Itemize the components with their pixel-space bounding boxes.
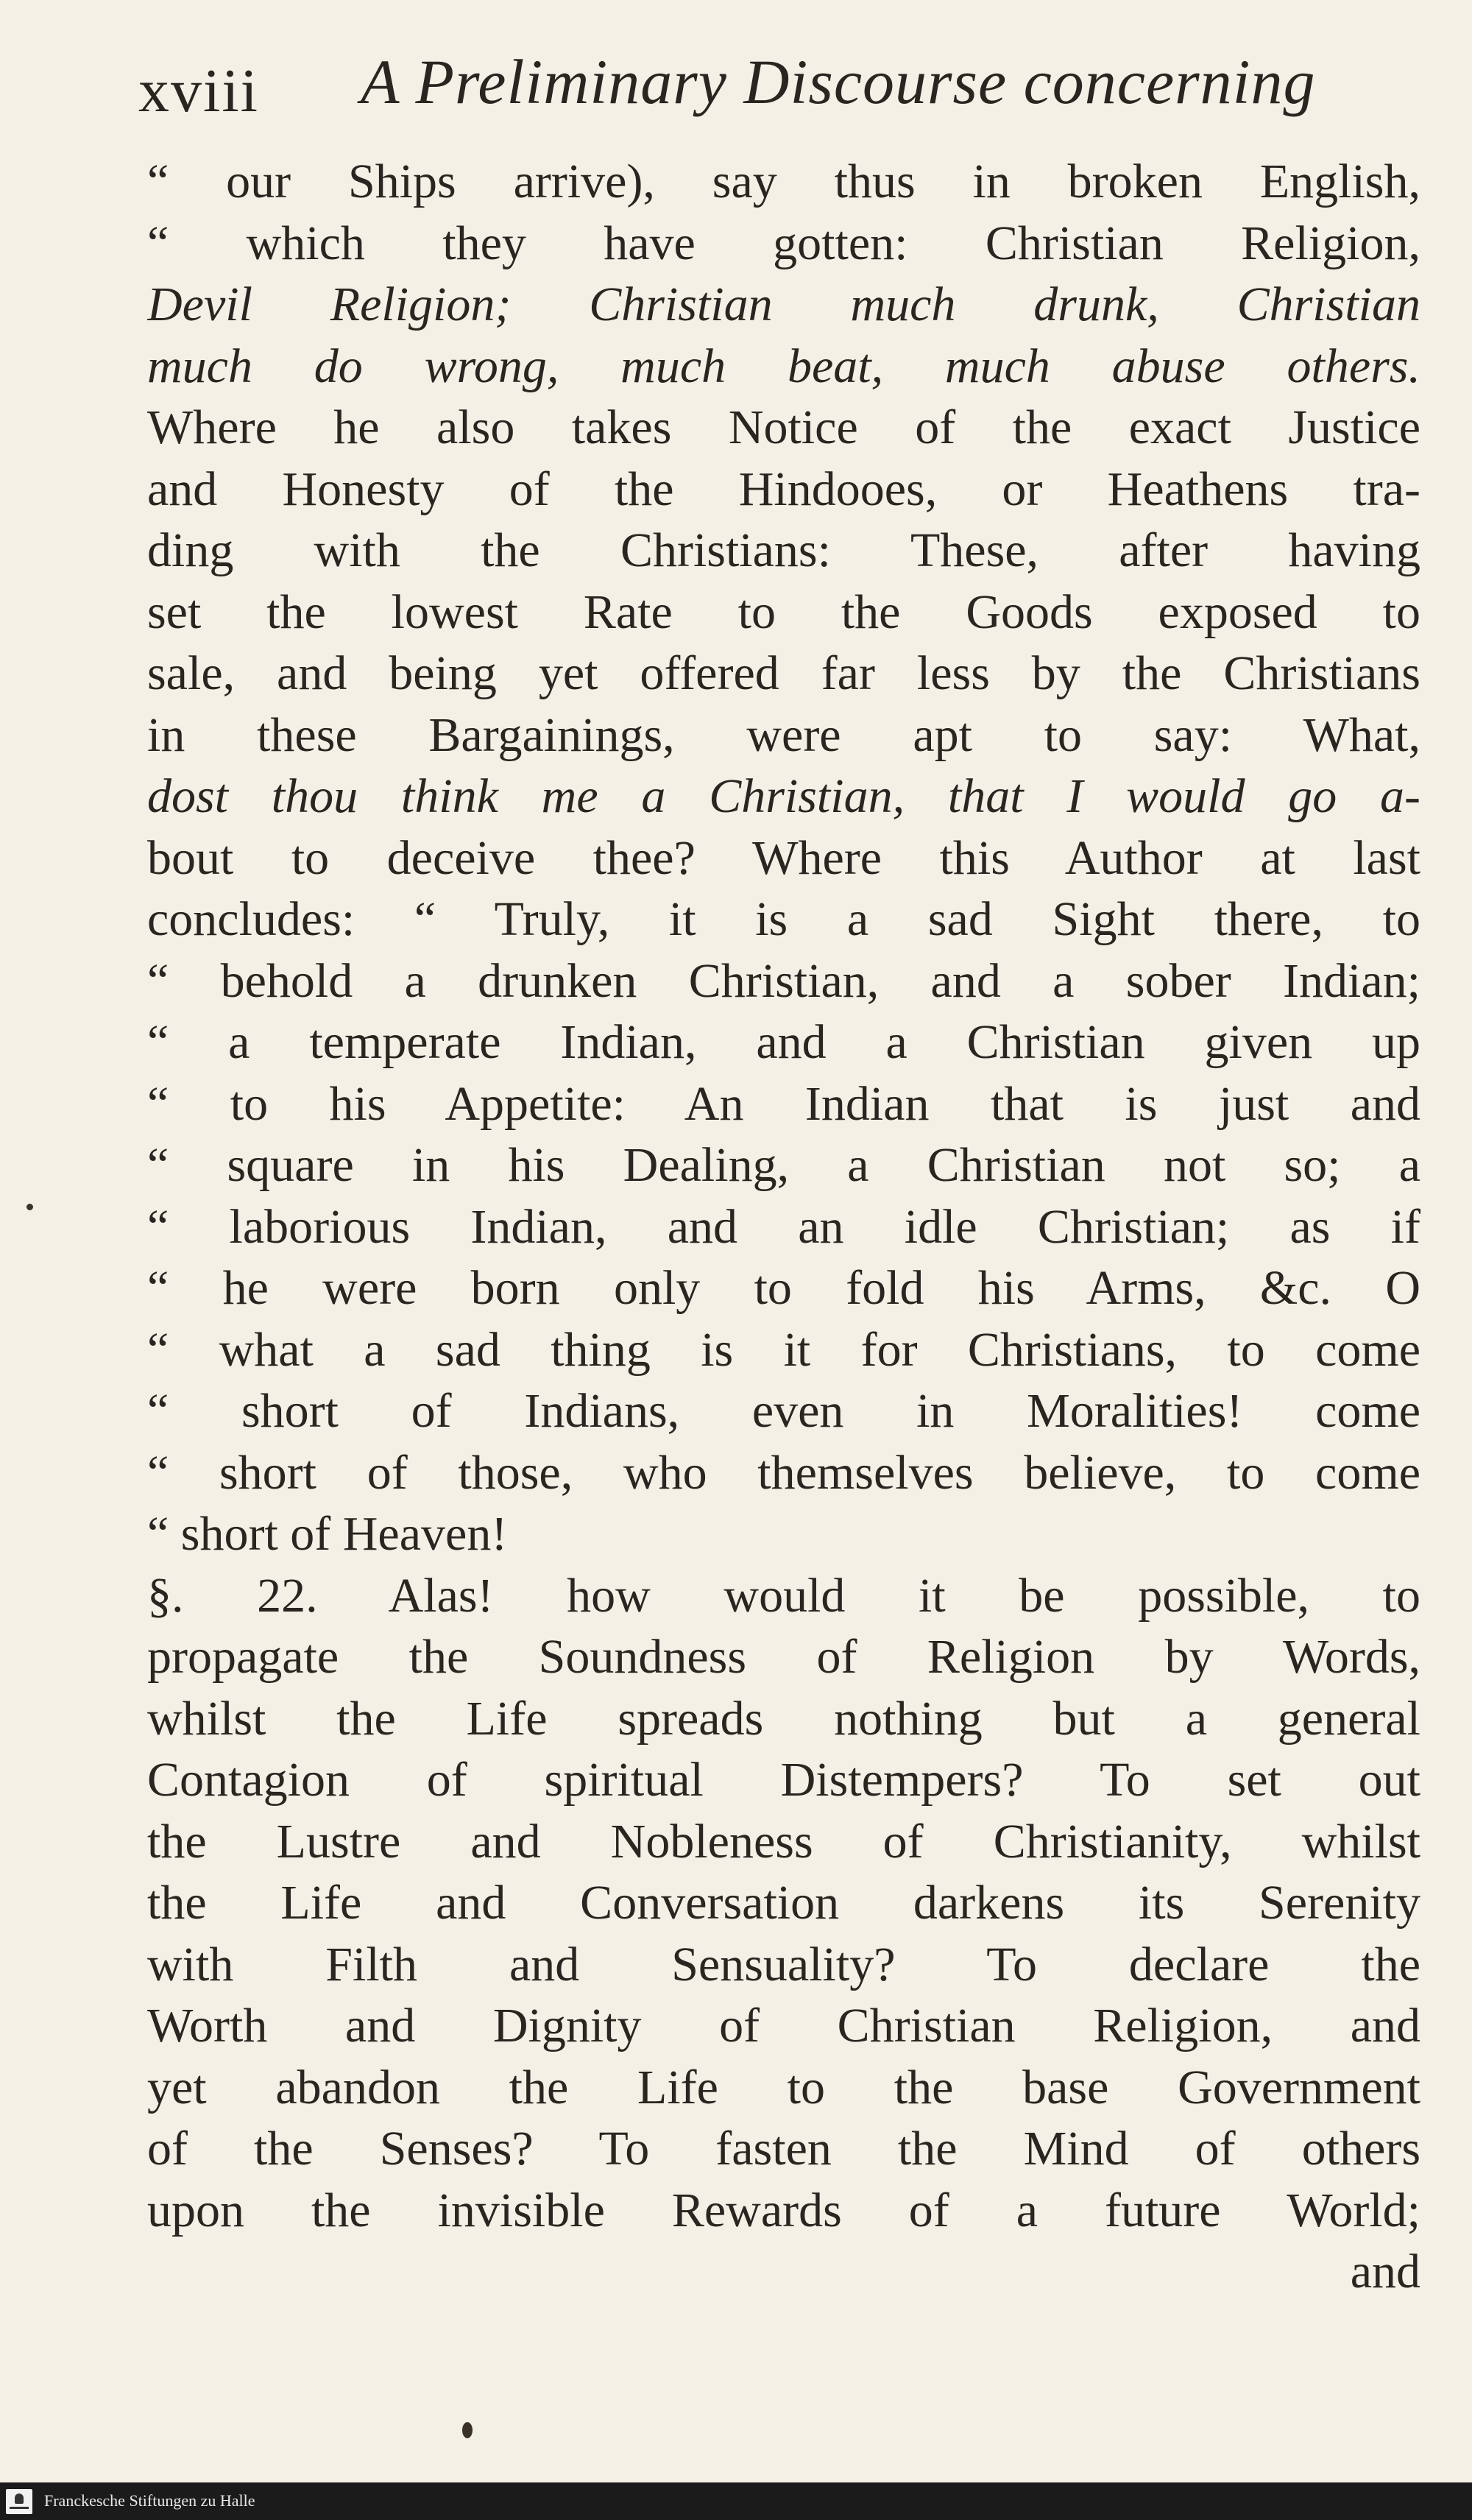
text-line: Where he also takes Notice of the exact Justice: [147, 400, 1420, 454]
text-line: ding with the Christians: These, after having: [147, 523, 1420, 577]
text-line: “ short of Heaven!: [147, 1507, 508, 1561]
text-line: bout to deceive thee? Where this Author at last: [147, 830, 1420, 885]
text-line: sale, and being yet offered far less by the Christians: [147, 646, 1420, 700]
text-line: and Honesty of the Hindooes, or Heathens tra-: [147, 462, 1420, 516]
text-line: “ what a sad thing is it for Christians, to come: [147, 1322, 1420, 1377]
text-line: “ a temperate Indian, and a Christian given up: [147, 1015, 1420, 1069]
text-line: Worth and Dignity of Christian Religion, and: [147, 1999, 1420, 2053]
text-line: “ short of Indians, even in Moralities! come: [147, 1384, 1420, 1438]
text-line: the Lustre and Nobleness of Christianity, whilst: [147, 1814, 1420, 1868]
text-line: Contagion of spiritual Distempers? To set out: [147, 1753, 1420, 1807]
text-line: “ which they have gotten: Christian Religion,: [147, 216, 1420, 270]
text-line: much do wrong, much beat, much abuse others.: [147, 339, 1420, 393]
text-line: dost thou think me a Christian, that I would go a-: [147, 769, 1420, 823]
text-line: the Life and Conversation darkens its Serenity: [147, 1876, 1420, 1930]
body-text: [147, 151, 1420, 2303]
text-line: upon the invisible Rewards of a future World;: [147, 2183, 1420, 2237]
text-line: propagate the Soundness of Religion by Words,: [147, 1630, 1420, 1684]
text-line: Devil Religion; Christian much drunk, Christian: [147, 278, 1420, 331]
archive-footer: [0, 2482, 1472, 2520]
text-line: §. 22. Alas! how would it be possible, to: [147, 1568, 1420, 1623]
text-line: of the Senses? To fasten the Mind of others: [147, 2122, 1420, 2175]
text-line: whilst the Life spreads nothing but a general: [147, 1691, 1420, 1746]
ink-speck: [462, 2422, 473, 2438]
text-line: “ square in his Dealing, a Christian not so; a: [147, 1138, 1420, 1192]
text-line: set the lowest Rate to the Goods exposed to: [147, 585, 1420, 639]
text-line: “ short of those, who themselves believe, to come: [147, 1445, 1420, 1500]
page-number: xviii: [138, 57, 260, 125]
ink-speck: [26, 1204, 33, 1210]
catchword: and: [1350, 2245, 1420, 2298]
text-line: “ laborious Indian, and an idle Christian; as if: [147, 1199, 1420, 1254]
text-line: “ our Ships arrive), say thus in broken English,: [147, 155, 1420, 208]
text-line: yet abandon the Life to the base Government: [147, 2060, 1420, 2114]
text-line: “ he were born only to fold his Arms, &c. O: [147, 1261, 1420, 1315]
page-header: [0, 29, 1472, 140]
archive-label: Franckesche Stiftungen zu Halle: [44, 2491, 255, 2510]
library-logo-icon: [6, 2489, 32, 2514]
text-line: “ behold a drunken Christian, and a sober Indian;: [147, 953, 1420, 1008]
text-line: “ to his Appetite: An Indian that is just and: [147, 1076, 1420, 1131]
text-line: with Filth and Sensuality? To declare the: [147, 1937, 1420, 1991]
running-head: A Preliminary Discourse concerning: [361, 46, 1316, 117]
text-line: concludes: “ Truly, it is a sad Sight there, to: [147, 892, 1420, 946]
text-line: in these Bargainings, were apt to say: What,: [147, 707, 1420, 762]
